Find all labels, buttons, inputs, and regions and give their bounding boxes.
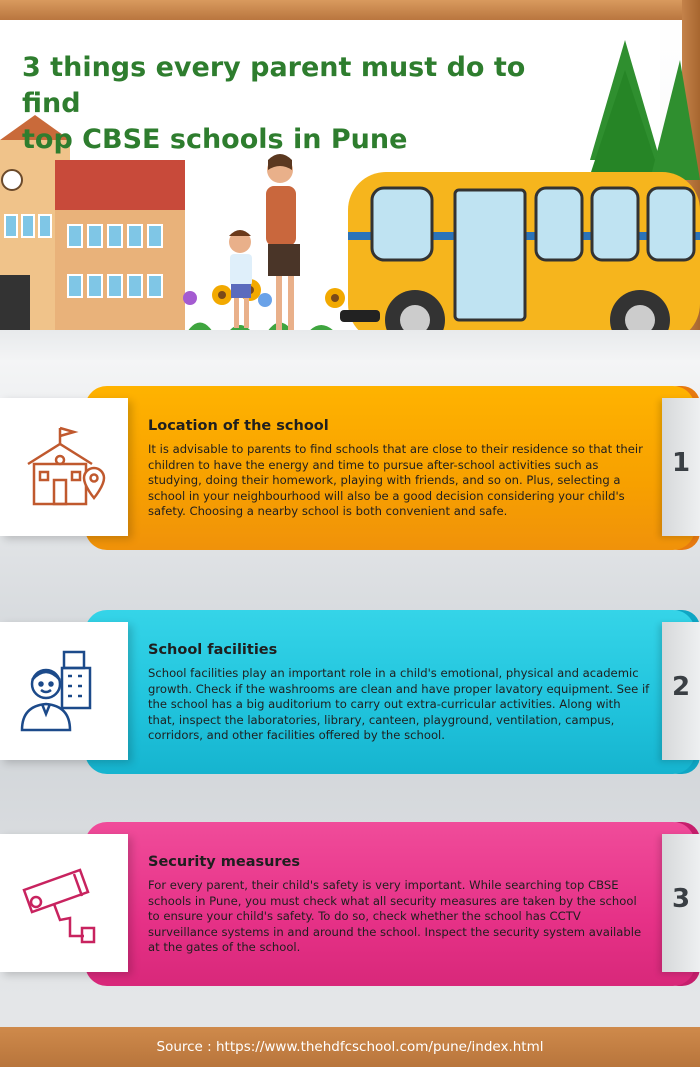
school-bus-icon [340, 172, 700, 350]
icon-card [0, 834, 128, 972]
section-body: School facilities play an important role in a child's emotional, physical and academic growth. Check if the washrooms are clean and have proper lavatory equipment. See if the school has a big auditorium to carry out extra-curricular activities. Along with that, inspect the laboratories, library, canteen, playground, ventilation, campus, corridors, and other facilities offered by the school. [148, 666, 650, 742]
section-body: For every parent, their child's safety is very important. While searching top CBSE schools in Pune, you must check what all security measures are taken by the school to ensure your child's safety. To do so, check whether the school has CCTV surveillance systems in and around the school. Inspect the security system available at the gates of the school. [148, 878, 642, 954]
page-title [22, 50, 582, 158]
section-number: 1 [671, 448, 691, 478]
number-card [662, 398, 700, 536]
title-line-1: 3 things every parent must do to find [22, 52, 526, 119]
section-number: 3 [671, 884, 691, 914]
parent-figure-icon [266, 154, 300, 332]
section-title: Security measures [148, 854, 301, 870]
number-card [662, 622, 700, 760]
title-line-2: top CBSE schools in Pune [22, 124, 408, 155]
section-number: 2 [671, 672, 691, 702]
section-location [0, 386, 700, 550]
section-title: Location of the school [148, 418, 329, 434]
section-security [0, 822, 700, 986]
top-wood-frame [0, 0, 700, 20]
icon-card [0, 622, 128, 760]
ground [0, 330, 700, 360]
student-building-icon [14, 644, 110, 740]
source-text: Source : https://www.thehdfcschool.com/pune/index.html [156, 1039, 544, 1055]
child-figure-icon [229, 230, 252, 328]
footer [0, 1027, 700, 1067]
section-facilities [0, 610, 700, 774]
cctv-camera-icon [14, 856, 110, 952]
section-title: School facilities [148, 642, 278, 658]
number-card [662, 834, 700, 972]
section-body: It is advisable to parents to find schools that are close to their residence so that their children to have the energy and time to pursue after-school activities such as studying, doing their homework, playing with friends, and so on. Plus, selecting a school in your neighbourhood will also be a good decision considering your child's safety. Choosing a nearby school is both convenient and safe. [148, 442, 643, 518]
school-location-icon [14, 420, 110, 516]
icon-card [0, 398, 128, 536]
